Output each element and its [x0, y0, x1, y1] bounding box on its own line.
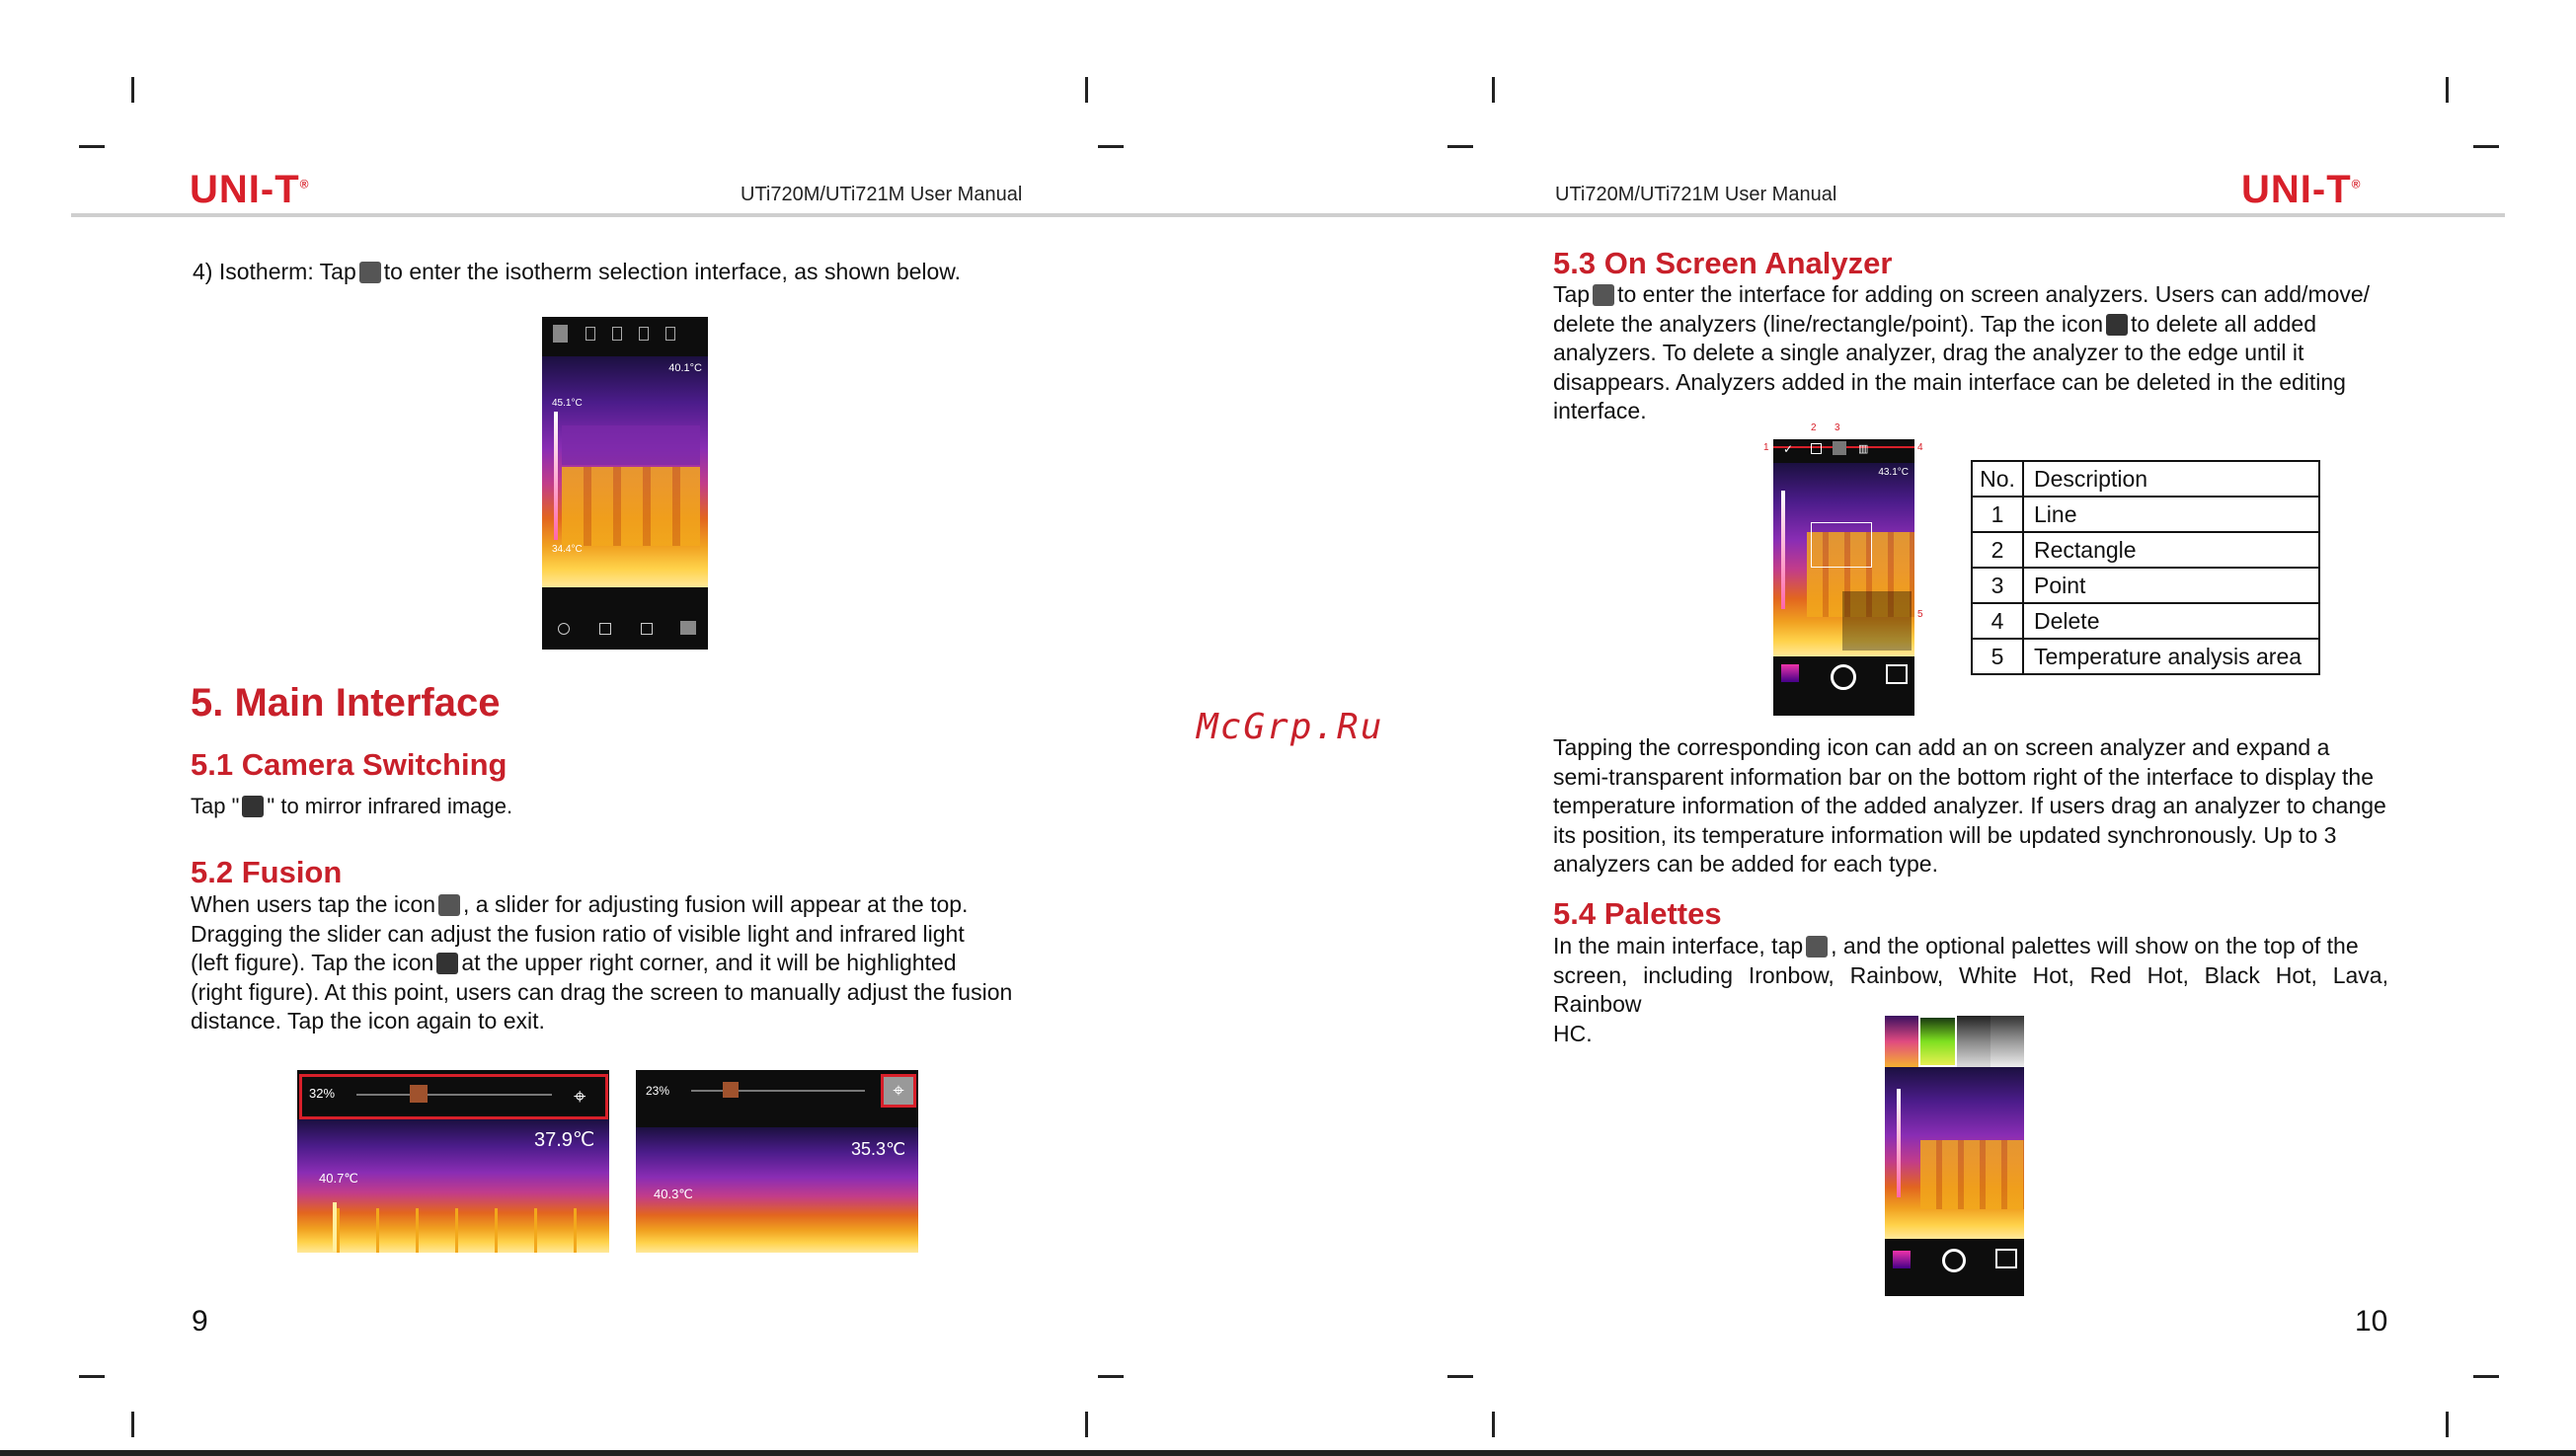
crosshair-icon[interactable]: ⌖ [574, 1084, 586, 1109]
fusion-left-thermal: 37.9℃ 40.7℃ [297, 1119, 609, 1253]
fusion-left-screenshot [297, 1070, 609, 1253]
crop-mark [1447, 145, 1473, 148]
palette-bottom-bar [1885, 1239, 2024, 1296]
palette-screenshot [1885, 1016, 2024, 1296]
table-row: 4 Delete [1972, 603, 2319, 639]
section-5-1-title: 5.1 Camera Switching [191, 747, 507, 782]
isotherm-line: 4) Isotherm: Tap to enter the isotherm selection interface, as shown below. [193, 259, 962, 284]
crosshair-icon-highlighted[interactable]: ⌖ [881, 1074, 916, 1108]
callout-1: 1 [1763, 442, 1769, 453]
shutter-button[interactable] [1942, 1249, 1966, 1272]
crop-mark [2446, 77, 2449, 103]
palette-white-hot[interactable] [1957, 1016, 1991, 1067]
crop-mark [2446, 1412, 2449, 1437]
crop-mark [1085, 1412, 1088, 1437]
table-row: 2 Rectangle [1972, 532, 2319, 568]
crop-mark [79, 1375, 105, 1378]
section-5-4-title: 5.4 Palettes [1553, 896, 1722, 931]
crop-mark [2473, 145, 2499, 148]
point-tool-icon[interactable] [1833, 441, 1846, 455]
right-header-title: UTi720M/UTi721M User Manual [1555, 184, 1837, 205]
table-header-row: No. Description [1972, 461, 2319, 497]
isotherm-screenshot [542, 317, 708, 650]
fusion-right-thermal: 35.3℃ 40.3℃ [636, 1127, 918, 1253]
section-5-3-body: Tap to enter the interface for adding on screen analyzers. Users can add/move/ delete the analyzers (line/rectangle/point). Tap the icon to delete all added analyzers. To delete a single analyzer, drag the analyzer to the edge until it disappears. Analyzers added in the main interface can be deleted in the editing interface. [1553, 281, 2371, 423]
analysis-info-bar [1842, 591, 1912, 651]
isotherm-thermal-image: 40.1°C 45.1°C 34.4°C [542, 356, 708, 587]
isotherm-icon [359, 262, 381, 283]
crop-mark [1098, 1375, 1124, 1378]
fusion-icon [438, 894, 460, 916]
section-5-3-paragraph-2: Tapping the corresponding icon can add an on screen analyzer and expand a semi-transparent information bar on the bottom right of the interface to display the temperature information of the added analyzer. If users drag an analyzer to change its position, its temperature information will be updated synchronously. Up to 3 analyzers can be added for each type. [1553, 734, 2386, 877]
crosshair-icon [436, 953, 458, 974]
analyzer-icon [1593, 284, 1614, 306]
crop-mark [131, 77, 134, 103]
callout-5: 5 [1917, 609, 1923, 620]
rectangle-tool-icon[interactable] [1811, 443, 1822, 454]
gallery-icon[interactable] [1995, 1249, 2017, 1268]
crop-mark [1492, 1412, 1495, 1437]
callout-4: 4 [1917, 442, 1923, 453]
crop-mark [1492, 77, 1495, 103]
callout-2: 2 [1811, 422, 1817, 433]
palette-icon [1806, 936, 1828, 958]
section-5-2-title: 5.2 Fusion [191, 855, 343, 889]
fusion-right-screenshot [636, 1070, 918, 1253]
table-row: 1 Line [1972, 497, 2319, 532]
bottom-edge [0, 1450, 2576, 1456]
isotherm-bottom-bar [542, 587, 708, 650]
watermark: McGrp.Ru [1197, 707, 1384, 747]
fusion-slider-handle[interactable] [723, 1082, 739, 1098]
palette-strip [1885, 1016, 2024, 1067]
section-5-3-title: 5.3 On Screen Analyzer [1553, 246, 1893, 280]
gallery-icon[interactable] [1886, 664, 1908, 684]
section-5-4-body: In the main interface, tap , and the optional palettes will show on the top of the screen, including Ironbow, Rainbow, White Hot, Red Hot, Black Hot, Lava, Rainbow HC. [1553, 933, 2388, 1046]
crop-mark [2473, 1375, 2499, 1378]
palette-thumb[interactable] [1781, 664, 1799, 682]
shutter-button[interactable] [1831, 664, 1856, 690]
line-tool-icon[interactable]: ✓ [1783, 442, 1794, 456]
mirror-icon [242, 796, 264, 817]
brand-logo-right: UNI-T® [2241, 168, 2362, 211]
analyzer-table [1971, 460, 2320, 675]
crop-mark [131, 1412, 134, 1437]
left-header-title: UTi720M/UTi721M User Manual [741, 184, 1023, 205]
table-row: 5 Temperature analysis area [1972, 639, 2319, 674]
section-5-title: 5. Main Interface [191, 681, 501, 725]
page-number-right: 10 [2355, 1305, 2388, 1338]
analyzer-toolbar [1773, 439, 1914, 463]
crop-mark [1085, 77, 1088, 103]
callout-3: 3 [1834, 422, 1840, 433]
palette-thumb[interactable] [1893, 1251, 1911, 1268]
delete-tool-icon[interactable]: ▥ [1858, 443, 1869, 455]
analyzer-thermal-image: 43.1°C [1773, 463, 1914, 656]
brand-logo-left: UNI-T® [190, 168, 310, 211]
analyzer-screenshot [1773, 439, 1914, 716]
palette-thermal-image [1885, 1067, 2024, 1239]
crop-mark [1098, 145, 1124, 148]
fusion-slider-handle[interactable] [410, 1085, 428, 1103]
analyzer-bottom-bar [1773, 656, 1914, 716]
table-row: 3 Point [1972, 568, 2319, 603]
fusion-slider-bar: 32% ⌖ [297, 1070, 609, 1119]
header-rule [71, 213, 2505, 217]
palette-rainbow[interactable] [1918, 1016, 1956, 1067]
section-5-1-text: Tap " " to mirror infrared image. [191, 794, 513, 818]
section-5-2-body: When users tap the icon , a slider for adjusting fusion will appear at the top. Dragging the slider can adjust the fusion ratio of visible light and infrared light (left figure). Tap the icon at the upper right corner, and it will be highlighted (right figure). At this point, users can drag the screen to manually adjust the fusion distance. Tap the icon again to exit. [191, 891, 1013, 1034]
isotherm-toolbar [542, 317, 708, 356]
fusion-slider-bar-right: 23% ⌖ [636, 1070, 918, 1127]
page-number-left: 9 [192, 1305, 208, 1338]
delete-icon [2106, 314, 2128, 336]
crop-mark [79, 145, 105, 148]
palette-ironbow[interactable] [1885, 1016, 1918, 1067]
crop-mark [1447, 1375, 1473, 1378]
palette-red-hot[interactable] [1991, 1016, 2024, 1067]
